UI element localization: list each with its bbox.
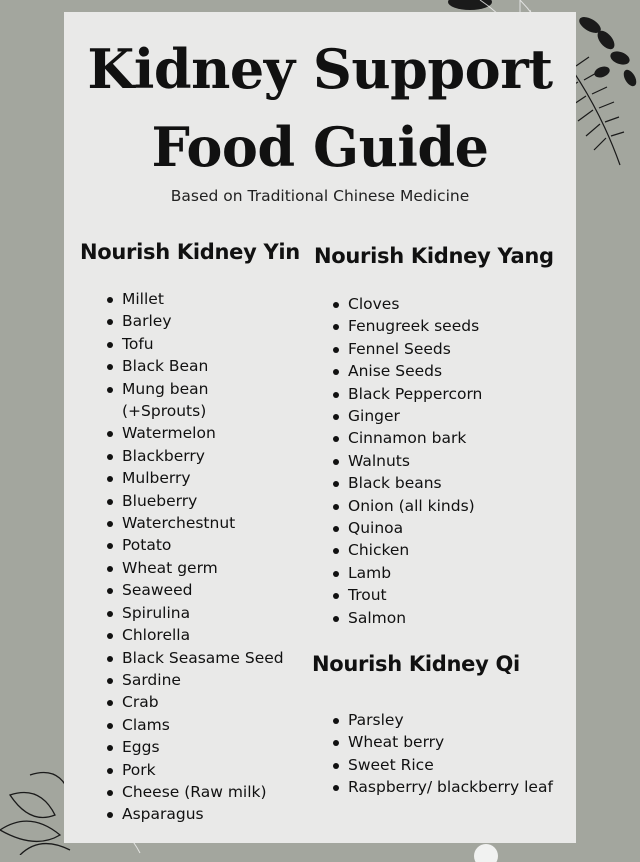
list-item: Black beans	[348, 472, 482, 494]
list-item	[122, 378, 284, 423]
list-item: Fenugreek seeds	[348, 315, 482, 337]
list-item: Clams	[122, 714, 284, 736]
list-item: Trout	[348, 584, 482, 606]
list-item: Crab	[122, 691, 284, 713]
list-item: Waterchestnut	[122, 512, 284, 534]
page-title-line-2: Food Guide	[151, 115, 489, 179]
list-item: Salmon	[348, 607, 482, 629]
list-item: Blueberry	[122, 490, 284, 512]
list-item: Black Bean	[122, 355, 284, 377]
list-item: Black Seasame Seed	[122, 647, 284, 669]
list-item: Onion (all kinds)	[348, 495, 482, 517]
section-heading-yang: Nourish Kidney Yang	[314, 244, 554, 268]
list-item: Eggs	[122, 736, 284, 758]
list-item: Sweet Rice	[348, 754, 553, 776]
list-item-text: Mung bean	[122, 379, 209, 398]
list-item: Asparagus	[122, 803, 284, 825]
list-item: Pork	[122, 759, 284, 781]
list-item: Watermelon	[122, 422, 284, 444]
list-item: Cheese (Raw milk)	[122, 781, 284, 803]
list-item: Wheat berry	[348, 731, 553, 753]
guide-card	[64, 12, 576, 843]
list-item: Raspberry/ blackberry leaf	[348, 776, 553, 798]
list-item: Seaweed	[122, 579, 284, 601]
section-heading-qi: Nourish Kidney Qi	[312, 652, 520, 676]
list-item: Blackberry	[122, 445, 284, 467]
list-item: Quinoa	[348, 517, 482, 539]
food-list-yang	[348, 293, 482, 629]
section-heading-yin: Nourish Kidney Yin	[80, 240, 300, 264]
list-item: Parsley	[348, 709, 553, 731]
list-item: Sardine	[122, 669, 284, 691]
list-item: Millet	[122, 288, 284, 310]
list-item: Fennel Seeds	[348, 338, 482, 360]
circle-ornament-icon	[466, 842, 506, 862]
food-list-qi	[348, 709, 553, 799]
list-item: Mulberry	[122, 467, 284, 489]
page-subtitle: Based on Traditional Chinese Medicine	[170, 187, 470, 205]
list-item: Barley	[122, 310, 284, 332]
list-item: Lamb	[348, 562, 482, 584]
page-title-line-1: Kidney Support	[87, 37, 553, 101]
list-item: Walnuts	[348, 450, 482, 472]
list-item: Chlorella	[122, 624, 284, 646]
list-item: Tofu	[122, 333, 284, 355]
list-item: Cinnamon bark	[348, 427, 482, 449]
list-item: Potato	[122, 534, 284, 556]
list-item: Wheat germ	[122, 557, 284, 579]
list-item: Cloves	[348, 293, 482, 315]
list-item: Ginger	[348, 405, 482, 427]
list-item-text-continued: (+Sprouts)	[122, 402, 207, 421]
list-item: Chicken	[348, 539, 482, 561]
list-item: Anise Seeds	[348, 360, 482, 382]
food-list-yin	[122, 288, 284, 826]
list-item: Black Peppercorn	[348, 383, 482, 405]
list-item: Spirulina	[122, 602, 284, 624]
